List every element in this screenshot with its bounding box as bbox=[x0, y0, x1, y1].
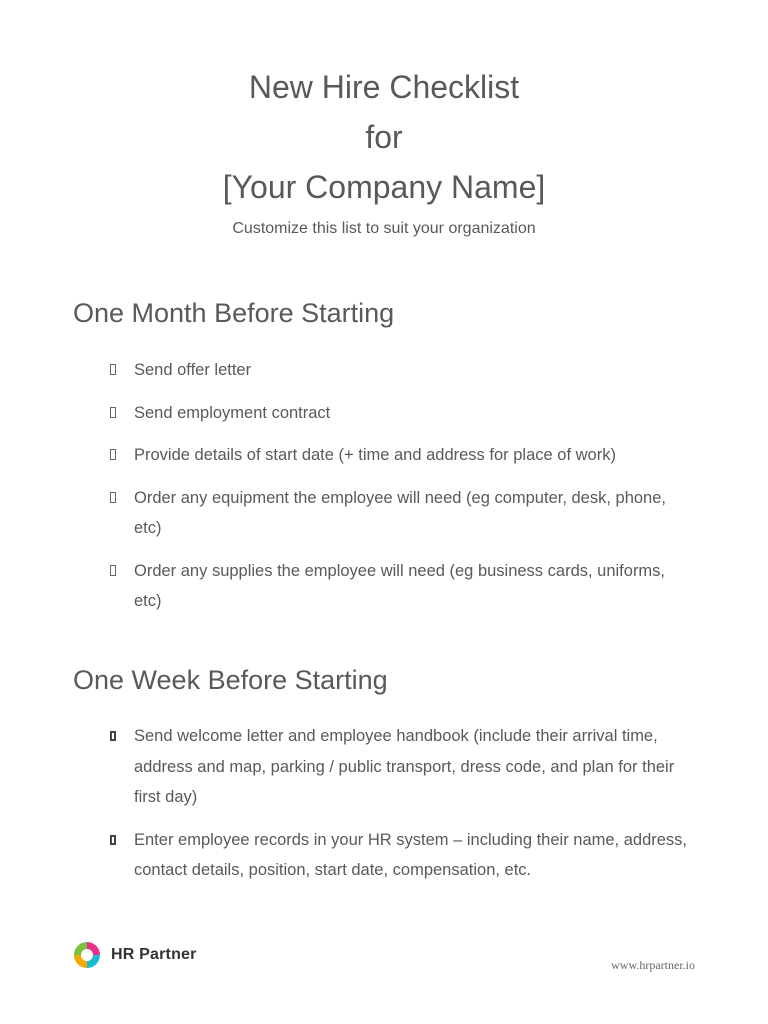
title-line-1: New Hire Checklist bbox=[248, 69, 520, 105]
checkbox-icon bbox=[110, 731, 116, 741]
checkbox-icon bbox=[110, 407, 116, 418]
item-text: Provide details of start date (+ time and address for place of work) bbox=[134, 446, 616, 464]
checklist-one-week bbox=[110, 721, 690, 898]
item-text: Enter employee records in your HR system – including their name, address, contact details, position, start date, compensation, etc. bbox=[134, 830, 687, 879]
list-item bbox=[110, 825, 690, 886]
list-item bbox=[110, 398, 690, 429]
footer-url: www.hrpartner.io bbox=[611, 958, 695, 972]
list-item bbox=[110, 355, 690, 386]
section-heading-one-week: One Week Before Starting bbox=[73, 665, 388, 695]
checkbox-icon bbox=[110, 364, 116, 375]
subtitle: Customize this list to suit your organization bbox=[232, 220, 536, 237]
footer-logo bbox=[72, 940, 197, 970]
section-heading-one-month: One Month Before Starting bbox=[73, 298, 395, 328]
checklist-one-month bbox=[110, 355, 690, 629]
item-text: Order any equipment the employee will need (eg computer, desk, phone, etc) bbox=[134, 488, 666, 537]
item-text: Send welcome letter and employee handbook (include their arrival time, address and map, parking / public transport, dress code, and plan for their first day) bbox=[134, 727, 675, 806]
title-line-2: for bbox=[365, 119, 403, 155]
checkbox-icon bbox=[110, 565, 116, 576]
checkbox-icon bbox=[110, 835, 116, 845]
list-item bbox=[110, 440, 690, 471]
item-text: Send employment contract bbox=[134, 403, 331, 422]
hr-partner-logo-icon bbox=[72, 940, 102, 970]
item-text: Order any supplies the employee will need (eg business cards, uniforms, etc) bbox=[134, 561, 666, 610]
list-item bbox=[110, 556, 690, 617]
item-text: Send offer letter bbox=[134, 361, 252, 379]
document-header bbox=[0, 62, 768, 238]
brand-name: HR Partner bbox=[111, 946, 197, 963]
checkbox-icon bbox=[110, 492, 116, 503]
list-item bbox=[110, 721, 690, 813]
checkbox-icon bbox=[110, 449, 116, 460]
list-item bbox=[110, 483, 690, 544]
title-line-3: [Your Company Name] bbox=[222, 169, 546, 205]
